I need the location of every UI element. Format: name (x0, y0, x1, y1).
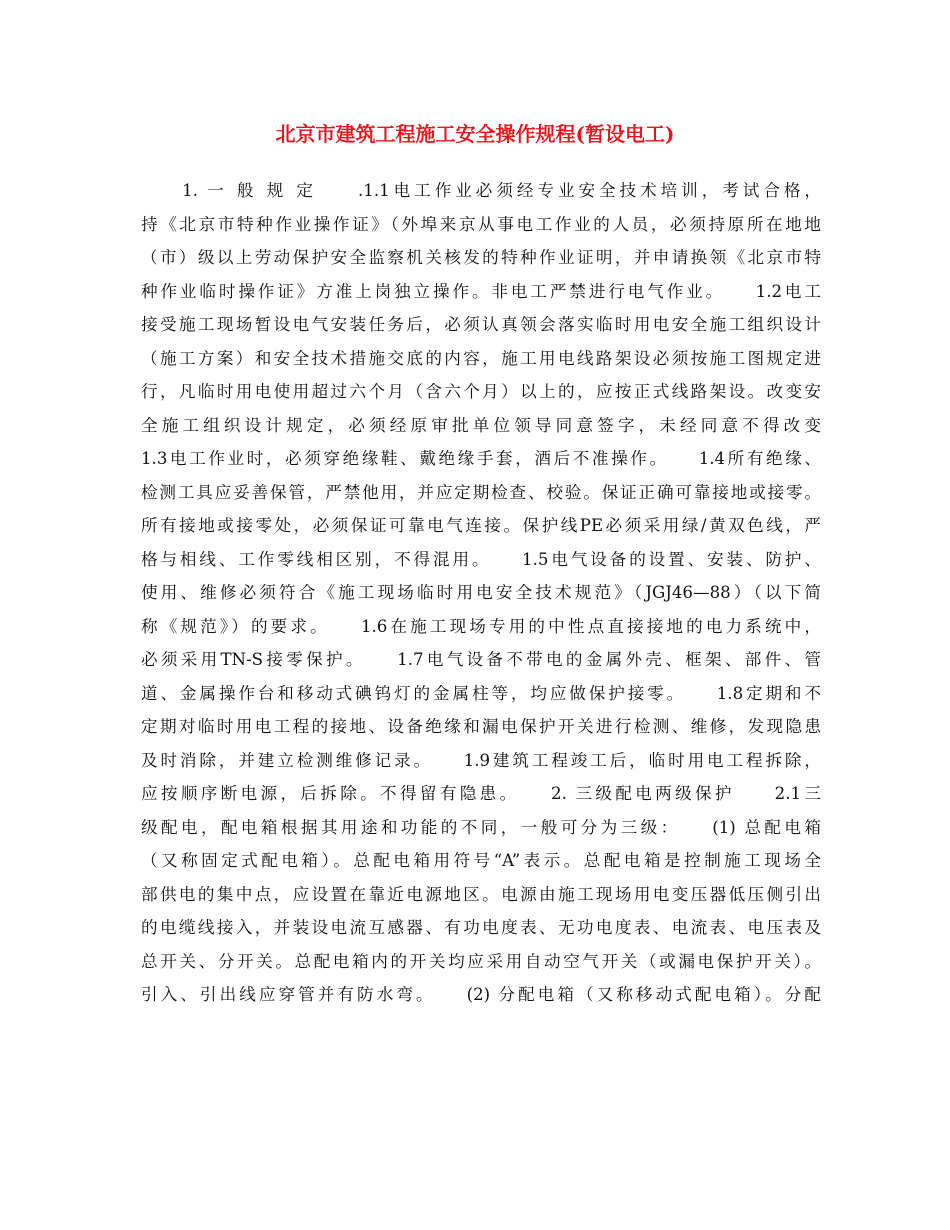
body-line: 接受施工现场暂设电气安装任务后，必须认真领会落实临时用电安全施工组织设计 (141, 315, 821, 334)
body-line: 1. 一 般 规 定 .1.1电工作业必须经专业安全技术培训，考试合格， (141, 181, 821, 200)
body-line: 行，凡临时用电使用超过六个月（含六个月）以上的，应按正式线路架设。改变安 (141, 382, 821, 401)
body-line: 及时消除，并建立检测维修记录。 1.9建筑工程竣工后，临时用电工程拆除， (141, 750, 821, 770)
body-line: 检测工具应妥善保管，严禁他用，并应定期检查、校验。保证正确可靠接地或接零。 (141, 482, 821, 502)
body-line: 级配电，配电箱根据其用途和功能的不同，一般可分为三级： (1) 总配电箱 (141, 817, 821, 837)
body-line: 总开关、分开关。总配电箱内的开关均应采用自动空气开关（或漏电保护开关）。 (141, 951, 821, 971)
body-line: 所有接地或接零处，必须保证可靠电气连接。保护线PE必须采用绿/黄双色线，严 (141, 516, 821, 535)
body-line: 定期对临时用电工程的接地、设备绝缘和漏电保护开关进行检测、维修，发现隐患 (141, 717, 821, 736)
body-line: 1.3电工作业时，必须穿绝缘鞋、戴绝缘手套，酒后不准操作。 1.4所有绝缘、 (141, 449, 821, 468)
body-line: 持《北京市特种作业操作证》（外埠来京从事电工作业的人员，必须持原所在地地 (141, 214, 821, 234)
body-line: 引入、引出线应穿管并有防水弯。 (2) 分配电箱（又称移动式配电箱）。分配 (141, 985, 821, 1004)
document-body (141, 174, 821, 1012)
body-line: （又称固定式配电箱）。总配电箱用符号“A”表示。总配电箱是控制施工现场全 (141, 851, 821, 870)
document-title: 北京市建筑工程施工安全操作规程(暂设电工) (275, 122, 675, 146)
body-line: 种作业临时操作证》方准上岗独立操作。非电工严禁进行电气作业。 1.2电工 (141, 281, 821, 301)
body-line: 格与相线、工作零线相区别，不得混用。 1.5电气设备的设置、安装、防护、 (141, 549, 821, 569)
body-line: 道、金属操作台和移动式碘钨灯的金属柱等，均应做保护接零。 1.8定期和不 (141, 683, 821, 703)
body-line: 称《规范》）的要求。 1.6在施工现场专用的中性点直接接地的电力系统中， (141, 616, 821, 636)
body-line: 的电缆线接入，并装设电流互感器、有功电度表、无功电度表、电流表、电压表及 (141, 918, 821, 937)
body-line: （施工方案）和安全技术措施交底的内容，施工用电线路架设必须按施工图规定进 (141, 348, 821, 368)
body-line: （市）级以上劳动保护安全监察机关核发的特种作业证明，并申请换领《北京市特 (141, 248, 821, 267)
body-line: 全施工组织设计规定，必须经原审批单位领导同意签字，未经同意不得改变 (141, 415, 821, 435)
body-line: 应按顺序断电源，后拆除。不得留有隐患。 2. 三级配电两级保护 2.1三 (141, 784, 821, 803)
body-line: 部供电的集中点，应设置在靠近电源地区。电源由施工现场用电变压器低压侧引出 (141, 884, 821, 904)
body-line: 必须采用TN-S接零保护。 1.7电气设备不带电的金属外壳、框架、部件、管 (141, 650, 821, 669)
body-line: 使用、维修必须符合《施工现场临时用电安全技术规范》（JGJ46—88）（以下简 (141, 583, 821, 602)
